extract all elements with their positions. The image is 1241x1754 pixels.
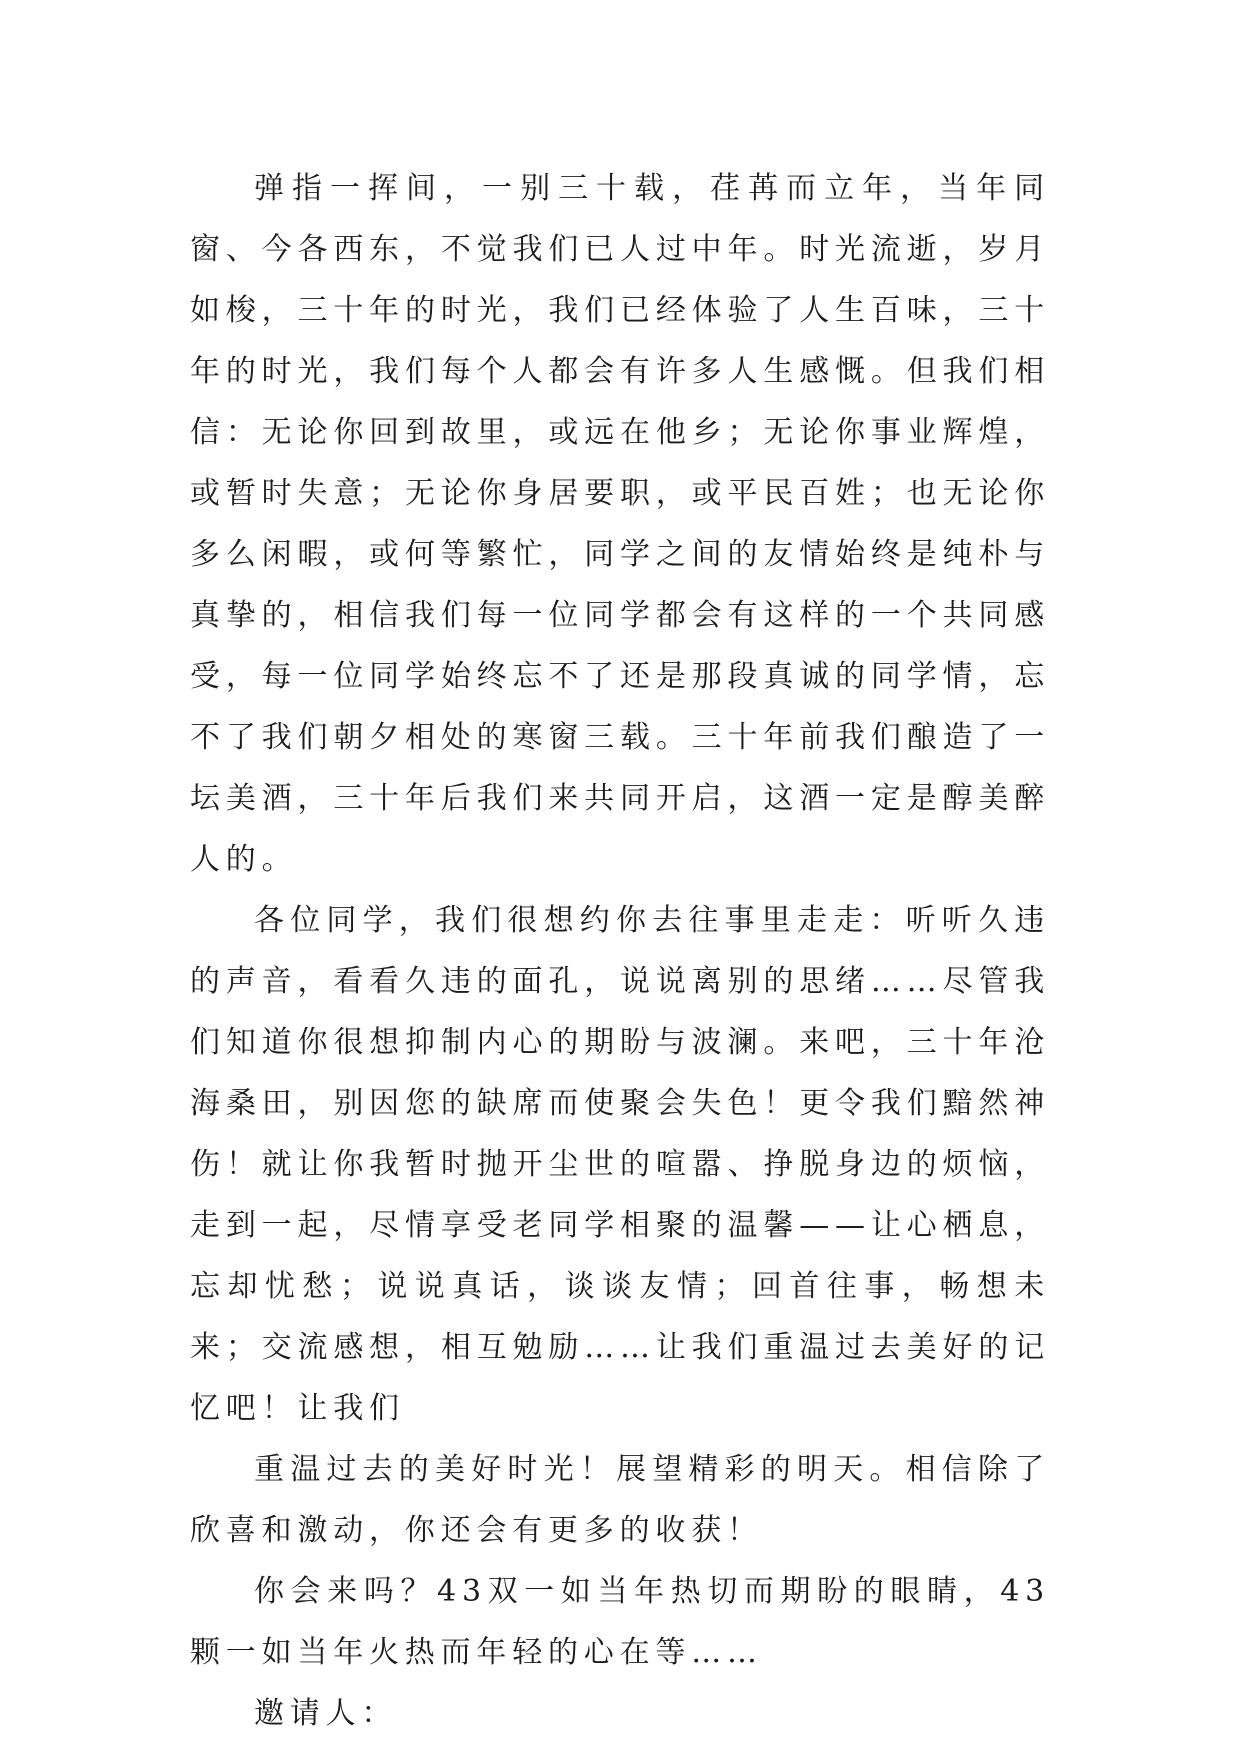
letter-body: [190, 158, 1050, 1744]
paragraph-look-forward: 重温过去的美好时光！展望精彩的明天。相信除了欣喜和激动，你还会有更多的收获！: [190, 1452, 1050, 1548]
inviter-label: 邀请人：: [254, 1696, 398, 1731]
paragraph-reunion-memories: 弹指一挥间，一别三十载，荏苒而立年，当年同窗、今各西东，不觉我们已人过中年。时光流逝，岁月如梭，三十年的时光，我们已经体验了人生百味，三十年的时光，我们每个人都会有许多人生感慨。但我们相信：无论你回到故里，或远在他乡；无论你事业辉煌，或暂时失意；无论你身居要职，或平民百姓；也无论你多么闲暇，或何等繁忙，同学之间的友情始终是纯朴与真挚的，相信我们每一位同学都会有这样的一个共同感受，每一位同学始终忘不了还是那段真诚的同学情，忘不了我们朝夕相处的寒窗三载。三十年前我们酿造了一坛美酒，三十年后我们来共同开启，这酒一定是醇美醉人的。: [190, 171, 1050, 877]
paragraph-invitation-appeal: 各位同学，我们很想约你去往事里走走：听听久违的声音，看看久违的面孔，说说离别的思绪……尽管我们知道你很想抑制内心的期盼与波澜。来吧，三十年沧海桑田，别因您的缺席而使聚会失色！更令我们黯然神伤！就让你我暂时抛开尘世的喧嚣、挣脱身边的烦恼，走到一起，尽情享受老同学相聚的温馨——让心栖息，忘却忧愁；说说真话，谈谈友情；回首往事，畅想未来；交流感想，相互勉励……让我们重温过去美好的记忆吧！让我们: [190, 903, 1050, 1426]
paragraph-will-you-come: 你会来吗？43双一如当年热切而期盼的眼睛，43颗一如当年火热而年轻的心在等……: [190, 1574, 1050, 1670]
